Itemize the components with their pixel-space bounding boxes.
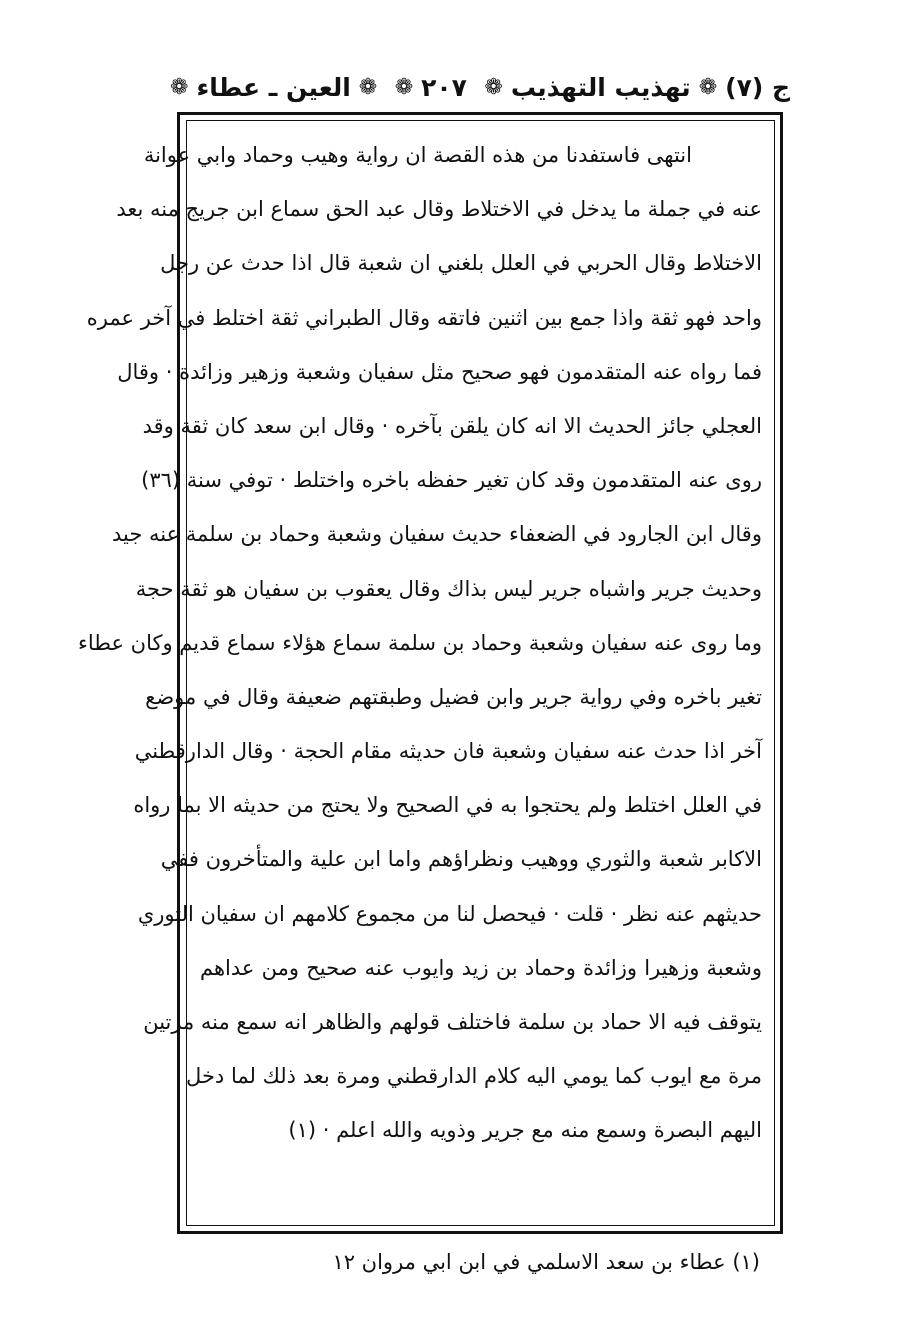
main-text-block <box>77 128 762 1218</box>
ornament-icon: ❁ <box>170 74 189 100</box>
text-line: وحديث جرير واشباه جرير ليس بذاك وقال يعقوب بن سفيان هو ثقة حجة <box>135 576 762 601</box>
header-page-segment <box>395 73 467 102</box>
text-line: الاختلاط وقال الحربي في العلل بلغني ان شعبة قال اذا حدث عن رجل <box>160 251 762 276</box>
text-line: روى عنه المتقدمون وقد كان تغير حفظه باخره واختلط · توفي سنة (٣٦) <box>141 468 762 493</box>
text-line: فما رواه عنه المتقدمون فهو صحيح مثل سفيان وشعبة وزهير وزائدة · وقال <box>117 359 762 384</box>
text-line: العجلي جائز الحديث الا انه كان يلقن بآخره · وقال ابن سعد كان ثقة وقد <box>142 413 762 438</box>
text-line: يتوقف فيه الا حماد بن سلمة فاختلف قولهم والظاهر انه سمع منه مرتين <box>143 1010 762 1034</box>
section-title: العين ـ عطاء <box>196 72 351 102</box>
page-number: ٢٠٧ <box>421 72 467 102</box>
header-section-segment <box>170 73 377 102</box>
text-line: تغير باخره وفي رواية جرير وابن فضيل وطبقتهم ضعيفة وقال في موضع <box>145 684 762 709</box>
text-line: وقال ابن الجارود في الضعفاء حديث سفيان وشعبة وحماد بن سلمة عنه جيد <box>111 522 762 547</box>
ornament-icon: ❁ <box>358 74 378 100</box>
text-line: حديثهم عنه نظر · قلت · فيحصل لنا من مجموع كلامهم ان سفيان الثوري <box>137 901 762 926</box>
text-line: مرة مع ايوب كما يومي اليه كلام الدارقطني ومرة بعد ذلك لما دخل <box>186 1064 762 1089</box>
ornament-icon: ❁ <box>484 74 503 100</box>
header-volume-segment <box>484 73 790 102</box>
volume-label: ج (٧) <box>725 72 790 102</box>
footnote: (١) عطاء بن سعد الاسلمي في ابن ابي مروان ١٢ <box>332 1250 760 1274</box>
ornament-icon: ❁ <box>698 74 718 100</box>
text-line: الاكابر شعبة والثوري ووهيب ونظراؤهم واما ابن علية والمتأخرون ففي <box>160 847 762 872</box>
text-line: عنه في جملة ما يدخل في الاختلاط وقال عبد الحق سماع ابن جريج منه بعد <box>116 197 762 222</box>
text-line: اليهم البصرة وسمع منه مع جرير وذويه والله اعلم · (١) <box>288 1118 762 1143</box>
ornament-icon: ❁ <box>394 74 414 100</box>
text-line: في العلل اختلط ولم يحتجوا به في الصحيح ولا يحتج من حديثه الا بما رواه <box>133 793 762 818</box>
book-title: تهذيب التهذيب <box>510 72 691 102</box>
text-line: انتهى فاستفدنا من هذه القصة ان رواية وهيب وحماد وابي عوانة <box>143 143 692 167</box>
text-line: آخر اذا حدث عنه سفيان وشعبة فان حديثه مقام الحجة · وقال الدارقطني <box>134 739 762 764</box>
text-line: وشعبة وزهيرا وزائدة وحماد بن زيد وايوب عنه صحيح ومن عداهم <box>200 955 762 980</box>
running-header <box>170 62 790 112</box>
text-line: وما روى عنه سفيان وشعبة وحماد بن سلمة سماع هؤلاء سماع قديم وكان عطاء <box>77 630 762 655</box>
text-line: واحد فهو ثقة واذا جمع بين اثنين فاتقه وقال الطبراني ثقة اختلط في آخر عمره <box>86 305 762 330</box>
